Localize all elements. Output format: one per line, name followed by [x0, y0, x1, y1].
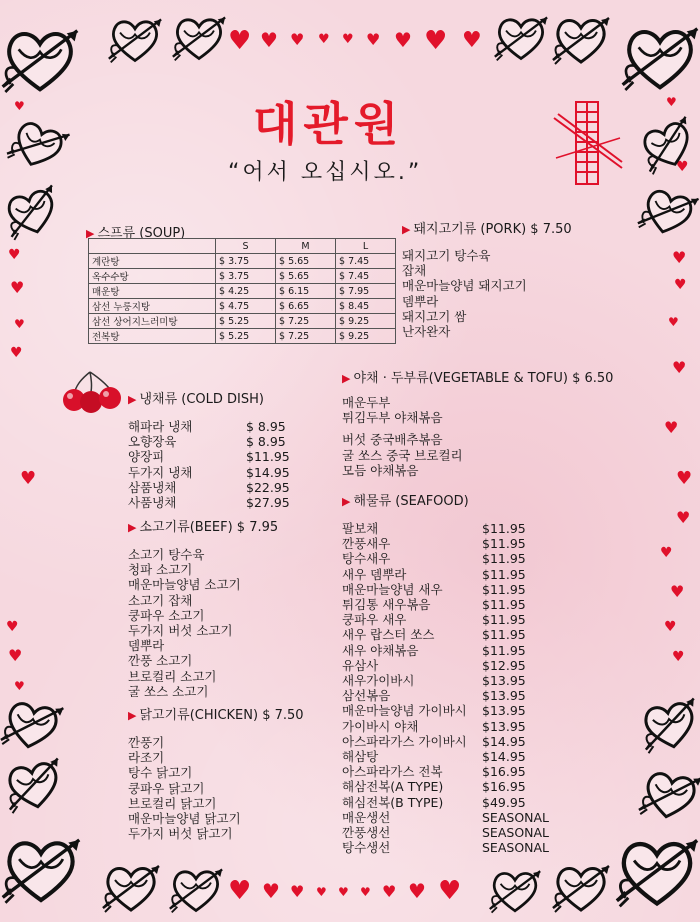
cupid-heart-ornament-icon [100, 12, 170, 68]
cupid-heart-ornament-icon [634, 685, 700, 764]
heart-icon: ♥ [8, 646, 23, 665]
heart-icon: ♥ [394, 28, 412, 52]
item-price: $16.95 [482, 764, 526, 780]
arrow-icon: ▶ [128, 709, 137, 722]
heart-icon: ♥ [424, 26, 448, 56]
menu-item [342, 536, 549, 551]
menu-item: 쿵파우 닭고기 [128, 780, 205, 796]
menu-item [342, 551, 549, 566]
menu-item: 브로컬리 닭고기 [128, 795, 217, 811]
menu-item: 소고기 탕수육 [128, 547, 205, 562]
item-name: 매운생선 [342, 809, 391, 825]
item-name: 유삼사 [342, 657, 379, 673]
item-name: 쿵파우 새우 [342, 612, 407, 628]
heart-icon: ♥ [20, 468, 37, 489]
menu-item: 쿵파우 소고기 [128, 607, 205, 623]
item-name: 아스파라가스 가이바시 [342, 733, 467, 749]
menu-item: 매운두부 [342, 395, 391, 410]
menu-item [342, 719, 549, 734]
heart-icon: ♥ [676, 468, 693, 489]
menu-item: 돼지고기 쌈 [402, 308, 467, 324]
item-name: 사품냉채 [128, 495, 177, 511]
item-name: 해파라 냉채 [128, 419, 193, 434]
arrow-icon: ▶ [128, 521, 137, 534]
item-price: $22.95 [246, 479, 290, 495]
price-large: $ 7.45 [336, 254, 396, 269]
menu-item [342, 643, 549, 658]
arrow-icon: ▶ [342, 372, 351, 385]
menu-item [128, 480, 290, 495]
menu-item: 소고기 잡채 [128, 592, 193, 608]
menu-item: 두가지 버섯 소고기 [128, 623, 233, 639]
menu-item [342, 703, 549, 718]
soup-name: 매운탕 [89, 284, 216, 299]
arrow-icon: ▶ [128, 393, 137, 406]
item-name: 탕수생선 [342, 840, 391, 856]
heart-icon: ♥ [290, 882, 305, 901]
menu-item: 매운마늘양념 닭고기 [128, 811, 241, 827]
heart-icon: ♥ [8, 247, 21, 263]
soup-price-table [88, 238, 396, 344]
item-name: 아스파라가스 전복 [342, 764, 443, 780]
seafood-section [342, 490, 549, 855]
soup-name: 옥수수탕 [89, 269, 216, 284]
price-medium: $ 5.65 [276, 269, 336, 284]
menu-item: 깐풍기 [128, 735, 165, 750]
heart-icon: ♥ [664, 418, 679, 437]
section-heading: 돼지고기류 (PORK) $ 7.50 [413, 222, 572, 237]
price-large: $ 9.25 [336, 329, 396, 344]
heart-icon: ♥ [290, 30, 305, 49]
menu-item: 라조기 [128, 750, 165, 766]
heart-icon: ♥ [342, 32, 354, 47]
item-price: SEASONAL [482, 825, 550, 841]
cupid-heart-ornament-icon [486, 864, 544, 918]
item-name: 해심전복(B TYPE) [342, 794, 444, 810]
menu-item [342, 567, 549, 582]
welcome-message: “어서 오십시오.” [228, 160, 423, 185]
item-name: 새우 뎀뿌라 [342, 566, 407, 582]
size-header: M [276, 239, 336, 254]
section-heading: 소고기류(BEEF) $ 7.95 [139, 520, 279, 535]
section-heading: 야채 · 두부류(VEGETABLE & TOFU) $ 6.50 [353, 371, 614, 386]
item-price: SEASONAL [482, 809, 550, 825]
item-name: 튀김통 새우볶음 [342, 597, 431, 613]
heart-icon: ♥ [10, 345, 23, 361]
size-header: L [336, 239, 396, 254]
menu-item: 난자완자 [402, 324, 451, 340]
menu-item [128, 419, 290, 434]
menu-item: 굴 쏘스 소고기 [128, 683, 209, 699]
menu-item: 굴 쏘스 중국 브로컬리 [342, 447, 463, 463]
section-heading: 해물류 (SEAFOOD) [353, 494, 469, 509]
menu-item: 잡채 [402, 263, 427, 279]
cupid-heart-ornament-icon [546, 858, 616, 918]
item-price: $13.95 [482, 673, 526, 689]
heart-icon: ♥ [228, 876, 252, 906]
item-price: $13.95 [482, 688, 526, 704]
price-medium: $ 7.25 [276, 329, 336, 344]
arrow-icon: ▶ [402, 223, 411, 236]
price-small: $ 3.75 [216, 254, 276, 269]
item-name: 삼선볶음 [342, 688, 391, 704]
item-price: $11.95 [482, 521, 526, 536]
menu-item [342, 688, 549, 703]
chicken-section [128, 704, 304, 841]
table-row [89, 299, 396, 314]
table-row [89, 254, 396, 269]
menu-item [128, 449, 290, 464]
item-price: $14.95 [482, 749, 526, 765]
item-name: 해삼탕 [342, 749, 379, 765]
menu-item: 브로컬리 소고기 [128, 668, 217, 684]
heart-icon: ♥ [438, 876, 462, 906]
price-large: $ 7.95 [336, 284, 396, 299]
item-price: $13.95 [482, 718, 526, 734]
menu-item [342, 764, 549, 779]
item-price: $13.95 [482, 703, 526, 719]
heart-icon: ♥ [382, 882, 397, 901]
cupid-heart-ornament-icon [0, 820, 82, 920]
cupid-heart-ornament-icon [170, 10, 228, 66]
soup-name: 삼선 누룽지탕 [89, 299, 216, 314]
vegetable-tofu-section [342, 367, 613, 478]
item-name: 해삼전복(A TYPE) [342, 779, 444, 795]
menu-item [342, 734, 549, 749]
heart-icon: ♥ [366, 30, 381, 49]
heart-icon: ♥ [14, 99, 25, 113]
heart-icon: ♥ [10, 278, 25, 297]
table-header-row [89, 239, 396, 254]
price-small: $ 3.75 [216, 269, 276, 284]
price-small: $ 5.25 [216, 329, 276, 344]
heart-icon: ♥ [360, 885, 371, 899]
item-price: $12.95 [482, 657, 526, 673]
heart-icon: ♥ [338, 885, 349, 899]
heart-icon: ♥ [668, 315, 679, 329]
item-price: SEASONAL [482, 840, 550, 856]
section-heading: 냉채류 (COLD DISH) [139, 392, 264, 407]
section-heading: 닭고기류(CHICKEN) $ 7.50 [139, 708, 304, 723]
menu-item: 모듬 야채볶음 [342, 462, 419, 478]
heart-icon: ♥ [660, 545, 673, 561]
heart-icon: ♥ [672, 358, 687, 377]
item-name: 팔보채 [342, 521, 379, 536]
menu-item [342, 673, 549, 688]
item-price: $11.95 [482, 627, 526, 643]
menu-item: 매운마늘양념 소고기 [128, 577, 241, 593]
item-name: 새우 랍스터 쏘스 [342, 627, 435, 643]
cupid-heart-ornament-icon [0, 745, 70, 824]
arrow-icon: ▶ [342, 495, 351, 508]
price-medium: $ 5.65 [276, 254, 336, 269]
item-price: $11.95 [482, 612, 526, 628]
heart-icon: ♥ [674, 277, 687, 293]
heart-icon: ♥ [672, 248, 687, 267]
cupid-heart-ornament-icon [546, 10, 616, 70]
item-price: $14.95 [246, 464, 290, 480]
price-medium: $ 6.65 [276, 299, 336, 314]
menu-item [342, 825, 549, 840]
heart-icon: ♥ [262, 879, 280, 903]
cold-dish-section [128, 388, 290, 510]
menu-item: 두가지 버섯 닭고기 [128, 826, 233, 842]
menu-item: 뎀뿌라 [402, 293, 439, 309]
item-name: 가이바시 야채 [342, 718, 419, 734]
heart-icon: ♥ [676, 508, 691, 527]
price-large: $ 9.25 [336, 314, 396, 329]
heart-icon: ♥ [408, 879, 426, 903]
size-header: S [216, 239, 276, 254]
table-row [89, 314, 396, 329]
cupid-heart-ornament-icon [614, 822, 700, 922]
item-price: $ 8.95 [246, 434, 286, 450]
item-name: 깐풍새우 [342, 536, 391, 552]
arrow-icon: ▶ [86, 227, 95, 240]
menu-item: 돼지고기 탕수육 [402, 248, 491, 263]
heart-icon: ♥ [676, 159, 689, 175]
item-price: $ 8.95 [246, 419, 286, 434]
item-name: 두가지 냉채 [128, 464, 193, 480]
heart-icon: ♥ [666, 95, 677, 109]
table-row [89, 269, 396, 284]
menu-item [342, 521, 549, 536]
item-name: 깐풍생선 [342, 825, 391, 841]
item-price: $49.95 [482, 794, 526, 810]
menu-item: 뎀뿌라 [128, 638, 165, 654]
heart-icon: ♥ [6, 619, 19, 635]
price-small: $ 4.75 [216, 299, 276, 314]
heart-icon: ♥ [14, 679, 25, 693]
item-name: 매운마늘양념 가이바시 [342, 703, 467, 719]
menu-item: 튀김두부 야채볶음 [342, 410, 443, 426]
item-price: $14.95 [482, 733, 526, 749]
cherries-icon [60, 366, 130, 416]
item-price: $16.95 [482, 779, 526, 795]
item-price: $11.95 [482, 642, 526, 658]
section-heading: 스프류 (SOUP) [97, 226, 186, 241]
soup-name: 전복탕 [89, 329, 216, 344]
soup-name: 계란탕 [89, 254, 216, 269]
menu-item [342, 779, 549, 794]
cupid-heart-ornament-icon [0, 10, 80, 113]
item-name: 매운마늘양념 새우 [342, 581, 443, 597]
menu-item: 깐풍 소고기 [128, 653, 193, 669]
heart-icon: ♥ [672, 649, 685, 665]
cupid-heart-ornament-icon [96, 858, 166, 918]
item-price: $11.95 [246, 449, 290, 465]
price-medium: $ 7.25 [276, 314, 336, 329]
menu-item [342, 795, 549, 810]
menu-item [342, 597, 549, 612]
pork-section [402, 218, 572, 339]
heart-icon: ♥ [670, 582, 685, 601]
price-small: $ 4.25 [216, 284, 276, 299]
item-name: 양장피 [128, 449, 165, 465]
item-price: $11.95 [482, 536, 526, 552]
table-row [89, 284, 396, 299]
item-name: 탕수새우 [342, 551, 391, 567]
chopsticks-logo-icon [552, 98, 624, 190]
item-name: 새우 야채볶음 [342, 642, 419, 658]
cupid-heart-ornament-icon [620, 10, 700, 109]
heart-icon: ♥ [664, 619, 677, 635]
heart-icon: ♥ [14, 317, 25, 331]
item-price: $11.95 [482, 551, 526, 567]
heart-icon: ♥ [260, 28, 278, 52]
item-name: 삼품냉채 [128, 479, 177, 495]
heart-icon: ♥ [318, 32, 330, 47]
menu-item [342, 627, 549, 642]
menu-item [342, 612, 549, 627]
item-price: $27.95 [246, 495, 290, 511]
price-large: $ 8.45 [336, 299, 396, 314]
table-row [89, 329, 396, 344]
price-medium: $ 6.15 [276, 284, 336, 299]
item-price: $11.95 [482, 597, 526, 613]
menu-item [342, 810, 549, 825]
cupid-heart-ornament-icon [490, 10, 552, 66]
item-price: $11.95 [482, 566, 526, 582]
item-price: $11.95 [482, 581, 526, 597]
menu-item [128, 434, 290, 449]
menu-item: 탕수 닭고기 [128, 765, 193, 781]
soup-name: 삼선 상어지느러미탕 [89, 314, 216, 329]
restaurant-name: 대관원 [253, 97, 405, 151]
heart-icon: ♥ [316, 885, 327, 899]
menu-item [342, 749, 549, 764]
menu-item [128, 465, 290, 480]
beef-section [128, 516, 278, 699]
price-large: $ 7.45 [336, 269, 396, 284]
heart-icon: ♥ [462, 28, 482, 53]
item-name: 오향장육 [128, 434, 177, 450]
item-name: 새우가이바시 [342, 673, 415, 689]
menu-item [342, 658, 549, 673]
menu-item: 청파 소고기 [128, 562, 193, 578]
price-small: $ 5.25 [216, 314, 276, 329]
menu-item: 버섯 중국배추볶음 [342, 432, 443, 448]
table-header-cell [89, 239, 216, 254]
cupid-heart-ornament-icon [166, 862, 226, 918]
heart-icon: ♥ [228, 26, 252, 56]
menu-item [342, 582, 549, 597]
menu-item [128, 495, 290, 510]
menu-item [342, 840, 549, 855]
menu-item: 매운마늘양념 돼지고기 [402, 278, 527, 294]
